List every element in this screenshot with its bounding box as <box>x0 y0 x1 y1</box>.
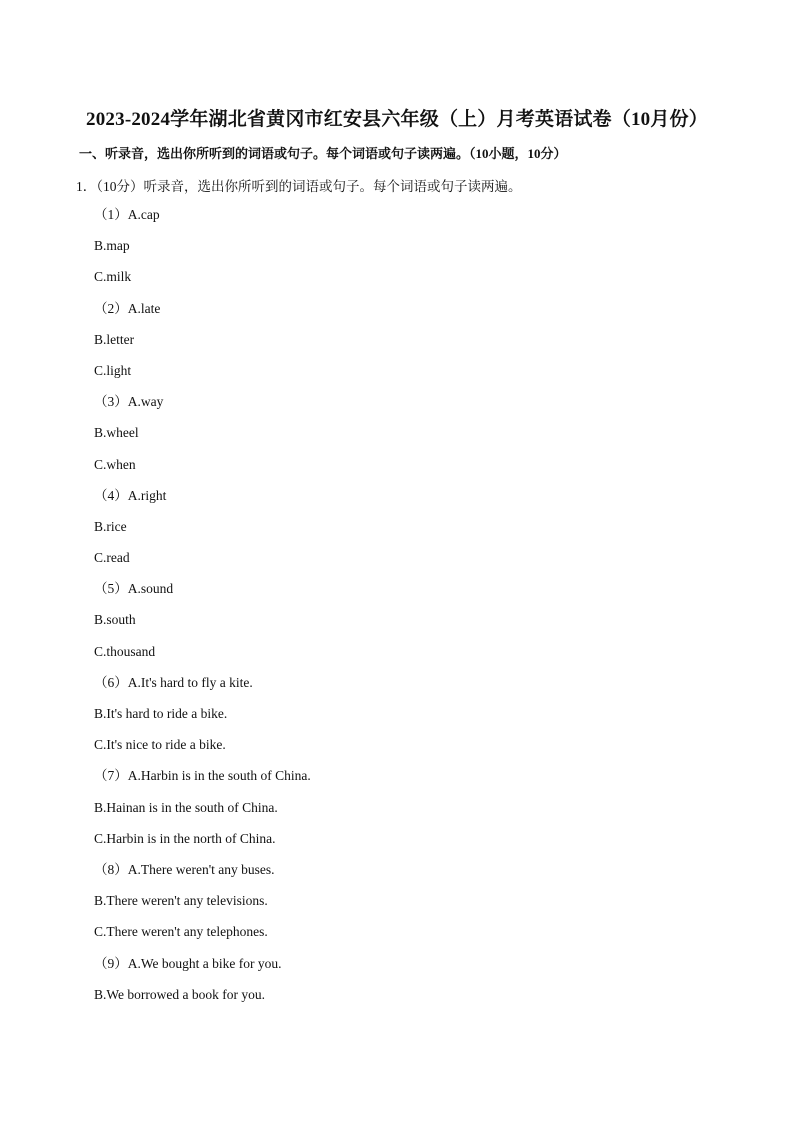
option-1b: B.map <box>94 238 130 254</box>
option-list <box>94 205 311 1016</box>
option-3a: （3）A.way <box>94 394 164 410</box>
question-stem: 1．（10分）听录音，选出你所听到的词语或句子。每个词语或句子读两遍。 <box>76 179 522 194</box>
option-4b: B.rice <box>94 518 127 534</box>
option-2c: C.light <box>94 362 132 378</box>
option-1a: （1）A.cap <box>94 207 160 222</box>
option-9b: B.We borrowed a book for you. <box>94 986 265 1002</box>
option-8b: B.There weren't any televisions. <box>94 893 268 909</box>
option-4c: C.read <box>94 550 130 566</box>
option-8c: C.There weren't any telephones. <box>94 924 268 940</box>
option-2b: B.letter <box>94 331 135 347</box>
option-7b: B.Hainan is in the south of China. <box>94 799 278 815</box>
option-2a: （2）A.late <box>94 300 161 316</box>
section-heading: 一、听录音，选出你所听到的词语或句子。每个词语或句子读两遍。（10小题，10分） <box>79 146 567 161</box>
option-6b: B.It's hard to ride a bike. <box>94 706 228 721</box>
option-5b: B.south <box>94 612 136 628</box>
option-8a: （8）A.There weren't any buses. <box>94 861 275 877</box>
option-7a: （7）A.Harbin is in the south of China. <box>94 768 311 784</box>
option-6a: （6）A.It's hard to fly a kite. <box>94 674 253 690</box>
option-3c: C.when <box>94 456 136 472</box>
option-5a: （5）A.sound <box>94 581 174 597</box>
page-title: 2023-2024学年湖北省黄冈市红安县六年级（上）月考英语试卷（10月份） <box>86 109 708 130</box>
option-9a: （9）A.We bought a bike for you. <box>94 955 282 971</box>
option-6c: C.It's nice to ride a bike. <box>94 737 226 753</box>
option-3b: B.wheel <box>94 425 139 441</box>
option-5c: C.thousand <box>94 643 156 659</box>
option-4a: （4）A.right <box>94 487 167 503</box>
option-7c: C.Harbin is in the north of China. <box>94 830 276 846</box>
option-1c: C.milk <box>94 269 132 285</box>
